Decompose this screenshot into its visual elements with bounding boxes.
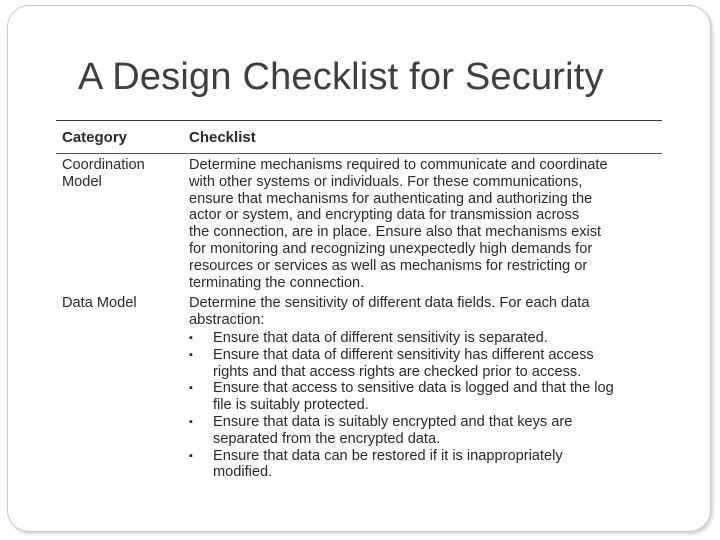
checklist-line: with other systems or individuals. For these communications,	[189, 173, 583, 190]
table-row	[56, 291, 662, 481]
checklist-line: terminating the connection.	[189, 274, 365, 291]
row-category	[56, 295, 186, 312]
bullet-square-icon: ▪	[189, 382, 193, 395]
category-line: Coordination	[62, 157, 145, 173]
bullet-item	[189, 347, 662, 381]
checklist-table	[56, 120, 662, 481]
bullet-line: file is suitably protected.	[213, 397, 369, 414]
bullet-item	[189, 330, 662, 347]
bullet-line: Ensure that data of different sensitivity has different access	[213, 346, 594, 363]
bullet-line: separated from the encrypted data.	[213, 430, 441, 447]
bullet-line: Ensure that access to sensitive data is logged and that the log	[213, 380, 614, 397]
table-header-row	[56, 121, 662, 153]
bullet-line: Ensure that data is suitably encrypted and that keys are	[213, 413, 573, 430]
row-checklist	[186, 295, 662, 481]
bullet-square-icon: ▪	[189, 331, 193, 344]
bullet-line: Ensure that data of different sensitivity is separated.	[213, 329, 548, 346]
bullet-line: Ensure that data can be restored if it is inappropriately	[213, 447, 563, 464]
checklist-line: for monitoring and recognizing unexpectedly high demands for	[189, 240, 593, 257]
checklist-line: abstraction:	[189, 312, 265, 329]
header-checklist: Checklist	[189, 128, 256, 146]
checklist-line: resources or services as well as mechanisms for restricting or	[189, 257, 588, 274]
bullet-line: modified.	[213, 464, 273, 481]
row-category	[56, 157, 186, 191]
row-checklist	[186, 157, 662, 291]
bullet-square-icon: ▪	[189, 348, 193, 361]
bullet-item	[189, 448, 662, 482]
header-category: Category	[62, 128, 128, 146]
slide-title: A Design Checklist for Security	[78, 56, 604, 98]
bullet-square-icon: ▪	[189, 449, 193, 462]
checklist-line: ensure that mechanisms for authenticating and authorizing the	[189, 190, 593, 207]
checklist-line: Determine the sensitivity of different data fields. For each data	[189, 295, 590, 312]
checklist-line: actor or system, and encrypting data for transmission across	[189, 207, 580, 224]
bullet-square-icon: ▪	[189, 415, 193, 428]
category-line: Model	[62, 173, 102, 190]
bullet-line: rights and that access rights are checked prior to access.	[213, 363, 582, 380]
category-line: Data Model	[62, 295, 137, 312]
table-row	[56, 154, 662, 291]
bullet-item	[189, 380, 662, 414]
bullet-item	[189, 414, 662, 448]
checklist-line: Determine mechanisms required to communicate and coordinate	[189, 157, 608, 173]
checklist-bullet-list	[189, 330, 662, 481]
checklist-line: the connection, are in place. Ensure also that mechanisms exist	[189, 224, 602, 241]
